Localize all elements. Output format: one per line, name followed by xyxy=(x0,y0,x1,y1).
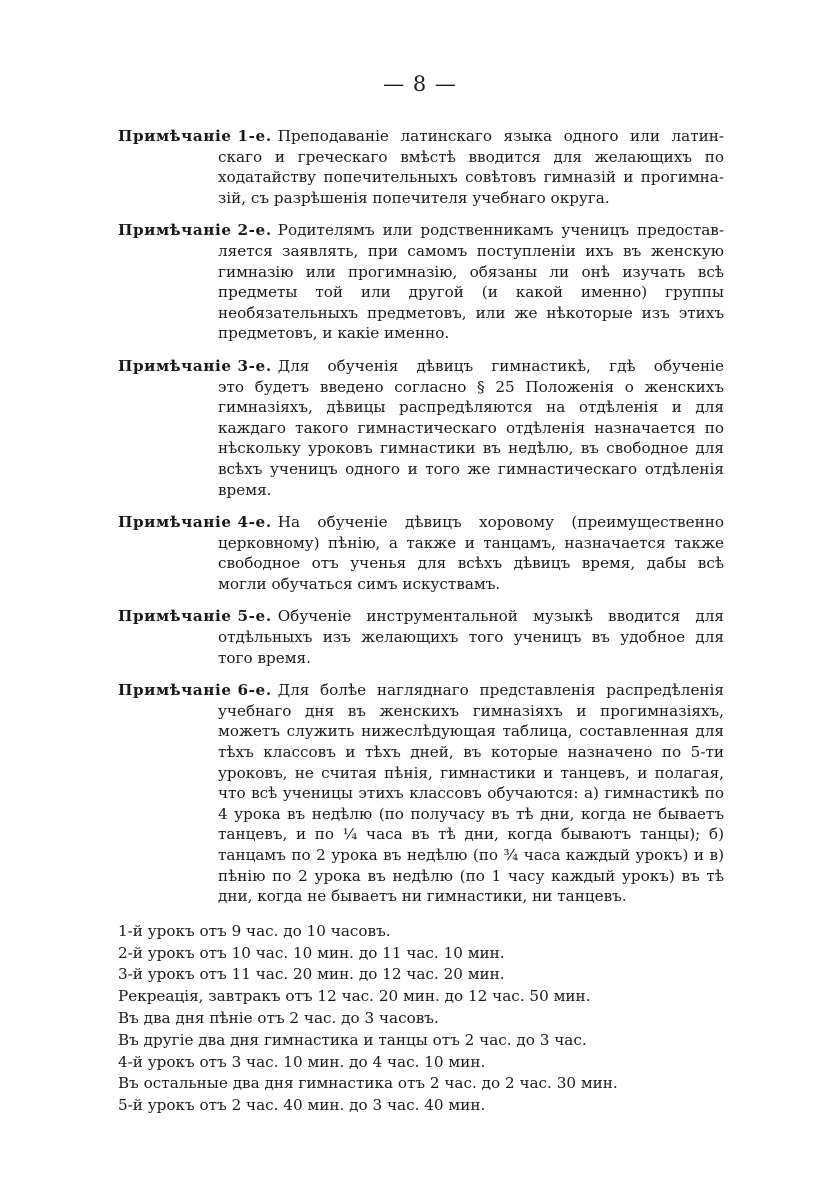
note-label: Примѣчаніе 4-е. xyxy=(118,513,272,532)
note-first-line: Для болѣе нагляднаго представленія распредѣленія xyxy=(277,681,724,700)
page-number: — 8 — xyxy=(383,72,457,96)
note-3-text: это будетъ введено согласно § 25 Положенія о женскихъ гимназіяхъ, дѣвицы распредѣляются на отдѣленія и для каждаго такого гимнастическаго отдѣленія назначается по нѣскольку уроковъ гимнастики въ недѣлю, въ свободное для всѣхъ ученицъ одного и того же гимнастическаго отдѣленія время. xyxy=(218,377,724,499)
note-first-line: Обученіе инструментальной музыкѣ вводится для xyxy=(277,607,724,626)
note-1 xyxy=(118,126,724,147)
note-6 xyxy=(118,680,724,701)
schedule-line: 5-й урокъ отъ 2 час. 40 мин. до 3 час. 40 мин. xyxy=(118,1096,486,1115)
note-label: Примѣчаніе 3-е. xyxy=(118,356,272,375)
note-2-text: ляется заявлять, при самомъ поступленіи ихъ въ женскую гимназію или прогимназію, обязаны ли онѣ изучать всѣ предметы той или другой (и какой именно) группы необязательныхъ предметовъ, или же нѣкоторые изъ этихъ предметовъ, и какіе именно. xyxy=(218,241,724,343)
note-label: Примѣчаніе 2-е. xyxy=(118,221,272,240)
note-first-line: На обученіе дѣвицъ хоровому (преимущественно xyxy=(277,513,724,532)
schedule-line: 1-й урокъ отъ 9 час. до 10 часовъ. xyxy=(118,921,391,940)
schedule-line: Рекреація, завтракъ отъ 12 час. 20 мин. до 12 час. 50 мин. xyxy=(118,987,591,1006)
schedule-line: Въ два дня пѣніе отъ 2 час. до 3 часовъ. xyxy=(118,1008,439,1027)
daily-schedule xyxy=(118,921,724,1117)
note-1-text: скаго и греческаго вмѣстѣ вводится для желающихъ по ходатайству попечительныхъ совѣтовъ гимназій и прогимна-зій, съ разрѣшенія попечителя учебнаго округа. xyxy=(218,147,724,207)
note-label: Примѣчаніе 6-е. xyxy=(118,681,272,700)
schedule-line: 4-й урокъ отъ 3 час. 10 мин. до 4 час. 10 мин. xyxy=(118,1052,486,1071)
note-5-text: отдѣльныхъ изъ желающихъ того ученицъ въ удобное для того время. xyxy=(218,628,724,667)
schedule-line: Въ другіе два дня гимнастика и танцы отъ 2 час. до 3 час. xyxy=(118,1030,587,1049)
schedule-line: 2-й урокъ отъ 10 час. 10 мин. до 11 час. 10 мин. xyxy=(118,943,505,962)
note-first-line: Преподаваніе латинскаго языка одного или латин- xyxy=(277,127,724,145)
note-3 xyxy=(118,356,724,377)
note-2 xyxy=(118,220,724,241)
note-5 xyxy=(118,606,724,627)
note-label: Примѣчаніе 5-е. xyxy=(118,607,272,626)
note-4 xyxy=(118,512,724,533)
note-label: Примѣчаніе 1-е. xyxy=(118,127,272,145)
note-first-line: Для обученія дѣвицъ гимнастикѣ, гдѣ обученіе xyxy=(277,356,724,375)
page-body xyxy=(118,126,724,1117)
schedule-line: Въ остальные два дня гимнастика отъ 2 час. до 2 час. 30 мин. xyxy=(118,1074,618,1093)
schedule-line: 3-й урокъ отъ 11 час. 20 мин. до 12 час. 20 мин. xyxy=(118,965,505,984)
note-first-line: Родителямъ или родственникамъ ученицъ предостав- xyxy=(277,221,724,240)
note-6-text: учебнаго дня въ женскихъ гимназіяхъ и прогимназіяхъ, можетъ служить нижеслѣдующая таблица, составленная для тѣхъ классовъ и тѣхъ дней, въ которые назначено по 5-ти уроковъ, не считая пѣнія, гимнастики и танцевъ, и полагая, что всѣ ученицы этихъ классовъ обучаются: а) гимнастикѣ по 4 урока въ недѣлю (по получасу въ тѣ дни, когда не бываетъ танцевъ, и по ¼ часа въ тѣ дни, когда бываютъ танцы); б) танцамъ по 2 урока въ недѣлю (по ¾ часа каждый урокъ) и в) пѣнію по 2 урока въ недѣлю (по 1 часу каждый урокъ) въ тѣ дни, когда не бываетъ ни гимнастики, ни танцевъ. xyxy=(218,701,724,906)
note-4-text: церковному) пѣнію, а также и танцамъ, назначается также свободное отъ ученья для всѣхъ дѣвицъ время, дабы всѣ могли обучаться симъ искуствамъ. xyxy=(218,533,724,593)
